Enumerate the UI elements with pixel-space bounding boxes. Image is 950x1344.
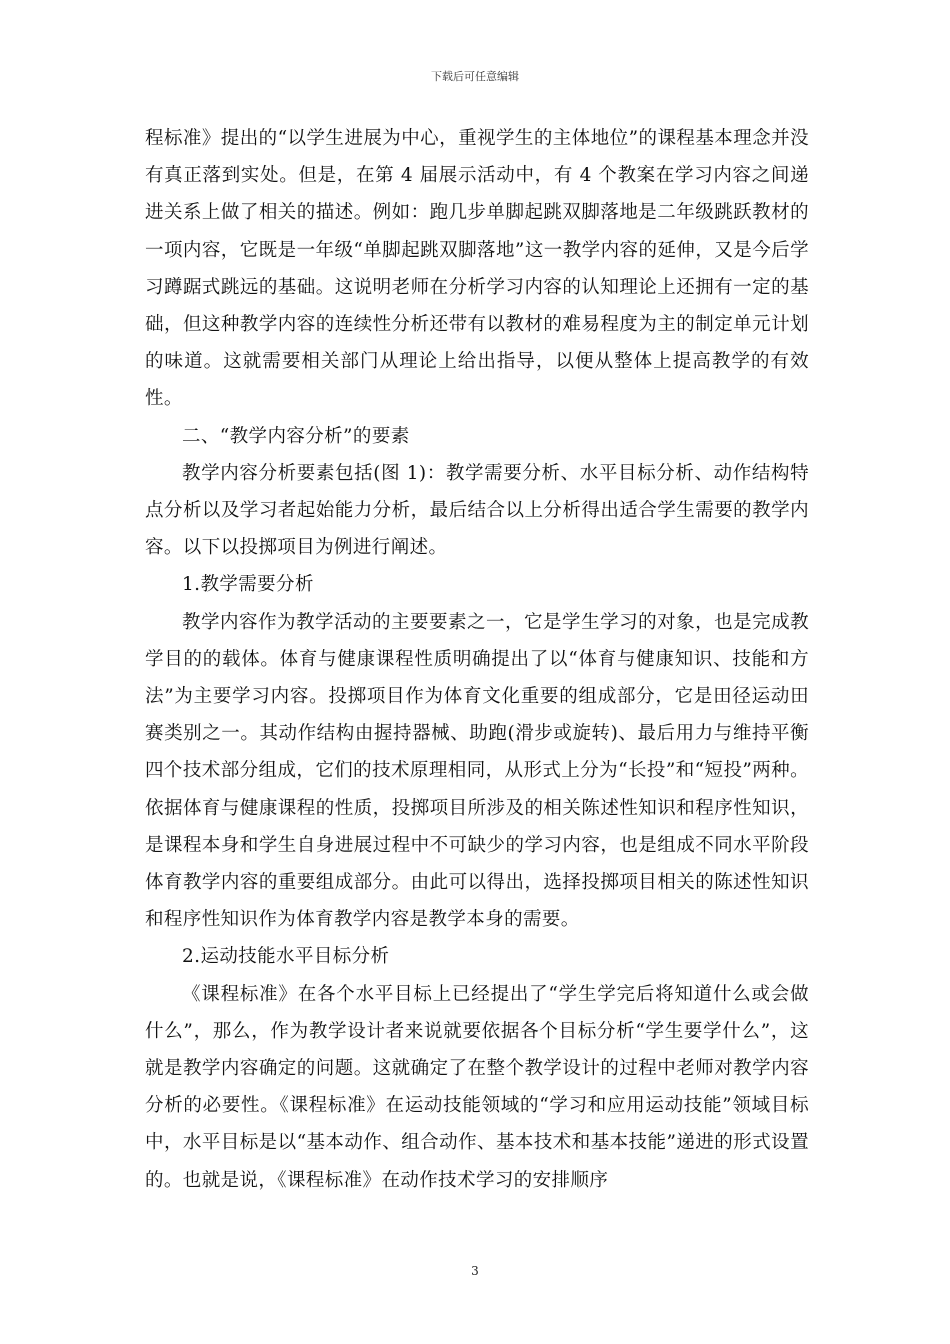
page-header: 下载后可任意编辑 <box>431 70 519 83</box>
page-number: 3 <box>471 1264 479 1278</box>
paragraph: 《课程标准》在各个水平目标上已经提出了“学生学完后将知道什么或会做什么”，那么，作为教学设计者来说就要依据各个目标分析“学生要学什么”，这就是教学内容确定的问题。这就确定了在整个教学设计的过程中老师对教学内容分析的必要性。《课程标准》在运动技能领域的“学习和应用运动技能”领域目标中，水平目标是以“基本动作、组合动作、基本技术和基本技能”递进的形式设置的。也就是说，《课程标准》在动作技术学习的安排顺序 <box>145 983 809 1191</box>
section-heading: 二、“教学内容分析”的要素 <box>182 425 410 447</box>
subsection-heading: 2.运动技能水平目标分析 <box>182 946 390 968</box>
body-text <box>145 120 809 1199</box>
paragraph: 教学内容分析要素包括(图 1)：教学需要分析、水平目标分析、动作结构特点分析以及学习者起始能力分析，最后结合以上分析得出适合学生需要的教学内容。以下以投掷项目为例进行阐述。 <box>145 462 809 559</box>
paragraph-continued: 程标准》提出的“以学生进展为中心，重视学生的主体地位”的课程基本理念并没有真正落到实处。但是，在第 4 届展示活动中，有 4 个教案在学习内容之间递进关系上做了相关的描述。例如：跑几步单脚起跳双脚落地是二年级跳跃教材的一项内容，它既是一年级“单脚起跳双脚落地”这一教学内容的延伸，又是今后学习蹲踞式跳远的基础。这说明老师在分析学习内容的认知理论上还拥有一定的基础，但这种教学内容的连续性分析还带有以教材的难易程度为主的制定单元计划的味道。这就需要相关部门从理论上给出指导，以便从整体上提高教学的有效性。 <box>145 128 809 410</box>
subsection-heading: 1.教学需要分析 <box>182 574 314 596</box>
paragraph: 教学内容作为教学活动的主要要素之一，它是学生学习的对象，也是完成教学目的的载体。体育与健康课程性质明确提出了以“体育与健康知识、技能和方法”为主要学习内容。投掷项目作为体育文化重要的组成部分，它是田径运动田赛类别之一。其动作结构由握持器械、助跑(滑步或旋转)、最后用力与维持平衡四个技术部分组成，它们的技术原理相同，从形式上分为“长投”和“短投”两种。依据体育与健康课程的性质，投掷项目所涉及的相关陈述性知识和程序性知识，是课程本身和学生自身进展过程中不可缺少的学习内容，也是组成不同水平阶段体育教学内容的重要组成部分。由此可以得出，选择投掷项目相关的陈述性知识和程序性知识作为体育教学内容是教学本身的需要。 <box>145 611 809 931</box>
